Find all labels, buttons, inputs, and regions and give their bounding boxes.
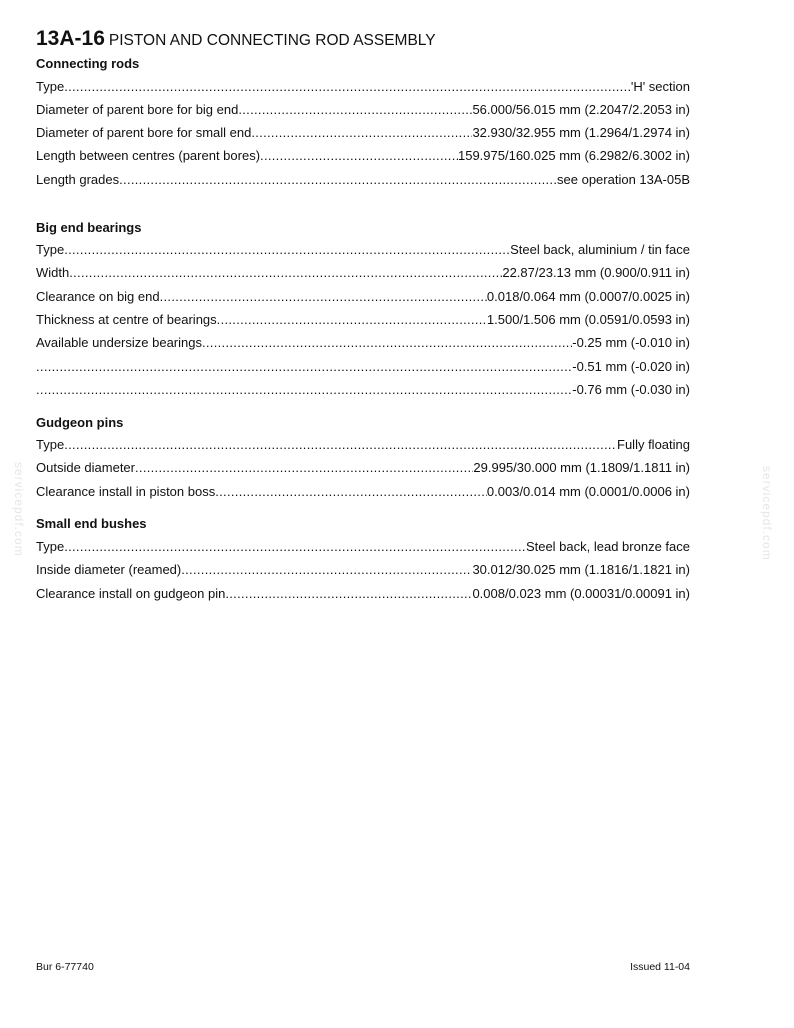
spec-value: 0.003/0.014 mm (0.0001/0.0006 in) — [486, 484, 690, 499]
section-code: 13A-16 — [36, 27, 105, 50]
dot-leader — [135, 460, 473, 475]
dot-leader — [238, 102, 472, 117]
spec-label: Type — [36, 79, 65, 94]
dot-leader — [215, 484, 487, 499]
spec-row — [36, 79, 690, 97]
spec-label: Type — [36, 242, 65, 257]
dot-leader — [260, 148, 458, 163]
dot-leader — [69, 265, 502, 280]
spec-value: 1.500/1.506 mm (0.0591/0.0593 in) — [486, 312, 690, 327]
spec-label: Length grades — [36, 172, 120, 187]
section-heading-connecting-rods: Connecting rods — [36, 56, 140, 71]
dot-leader — [217, 312, 487, 327]
spec-label: Inside diameter (reamed) — [36, 562, 182, 577]
spec-row — [36, 335, 690, 353]
spec-row — [36, 460, 690, 478]
dot-leader — [36, 382, 572, 397]
dot-leader — [181, 562, 472, 577]
spec-value: -0.51 mm (-0.020 in) — [572, 359, 690, 374]
dot-leader — [64, 539, 526, 554]
spec-label: Type — [36, 437, 65, 452]
spec-value: Steel back, lead bronze face — [525, 539, 690, 554]
spec-row — [36, 437, 690, 455]
spec-value: see operation 13A-05B — [557, 172, 690, 187]
spec-label: Available undersize bearings — [36, 335, 202, 350]
spec-label: Width — [36, 265, 70, 280]
spec-row — [36, 539, 690, 557]
spec-row — [36, 359, 690, 377]
spec-value: 32.930/32.955 mm (1.2964/1.2974 in) — [472, 125, 690, 140]
dot-leader — [160, 289, 487, 304]
spec-value: 22.87/23.13 mm (0.900/0.911 in) — [502, 265, 690, 280]
dot-leader — [64, 242, 510, 257]
spec-row — [36, 289, 690, 307]
spec-label: Clearance on big end — [36, 289, 160, 304]
spec-row — [36, 382, 690, 400]
spec-label: Diameter of parent bore for big end — [36, 102, 239, 117]
footer-issue-date: Issued 11-04 — [630, 961, 690, 973]
spec-row — [36, 484, 690, 502]
spec-row — [36, 265, 690, 283]
spec-row — [36, 102, 690, 120]
spec-value: Fully floating — [617, 437, 690, 452]
spec-value: 30.012/30.025 mm (1.1816/1.1821 in) — [472, 562, 690, 577]
spec-row — [36, 312, 690, 330]
spec-row — [36, 172, 690, 190]
spec-value: 29.995/30.000 mm (1.1809/1.1811 in) — [473, 460, 690, 475]
spec-row — [36, 148, 690, 166]
spec-label: Diameter of parent bore for small end — [36, 125, 252, 140]
spec-label: Type — [36, 539, 65, 554]
spec-value: 159.975/160.025 mm (6.2982/6.3002 in) — [457, 148, 690, 163]
spec-value: 0.018/0.064 mm (0.0007/0.0025 in) — [486, 289, 690, 304]
dot-leader — [225, 586, 472, 601]
spec-value: -0.76 mm (-0.030 in) — [572, 382, 690, 397]
spec-row — [36, 242, 690, 260]
dot-leader — [251, 125, 472, 140]
dot-leader — [64, 79, 631, 94]
page-title — [36, 27, 436, 51]
spec-value: -0.25 mm (-0.010 in) — [572, 335, 690, 350]
spec-label: Outside diameter — [36, 460, 135, 475]
watermark-left: servicepdf.com — [12, 462, 26, 557]
spec-label: Thickness at centre of bearings — [36, 312, 217, 327]
section-heading-gudgeon-pins: Gudgeon pins — [36, 415, 124, 430]
spec-label: Clearance install on gudgeon pin — [36, 586, 226, 601]
section-heading-small-end-bushes: Small end bushes — [36, 516, 147, 531]
spec-label: Clearance install in piston boss — [36, 484, 216, 499]
footer-document-number: Bur 6-77740 — [36, 961, 94, 973]
dot-leader — [202, 335, 572, 350]
spec-value: 56.000/56.015 mm (2.2047/2.2053 in) — [472, 102, 690, 117]
dot-leader — [36, 359, 572, 374]
spec-row — [36, 586, 690, 604]
watermark-right: servicepdf.com — [760, 466, 774, 561]
title-text: PISTON AND CONNECTING ROD ASSEMBLY — [108, 32, 436, 49]
section-heading-big-end-bearings: Big end bearings — [36, 220, 142, 235]
spec-row — [36, 562, 690, 580]
dot-leader — [64, 437, 617, 452]
spec-label: Length between centres (parent bores) — [36, 148, 261, 163]
dot-leader — [119, 172, 557, 187]
spec-value: Steel back, aluminium / tin face — [510, 242, 690, 257]
spec-value: 0.008/0.023 mm (0.00031/0.00091 in) — [472, 586, 690, 601]
spec-value: 'H' section — [630, 79, 690, 94]
spec-row — [36, 125, 690, 143]
